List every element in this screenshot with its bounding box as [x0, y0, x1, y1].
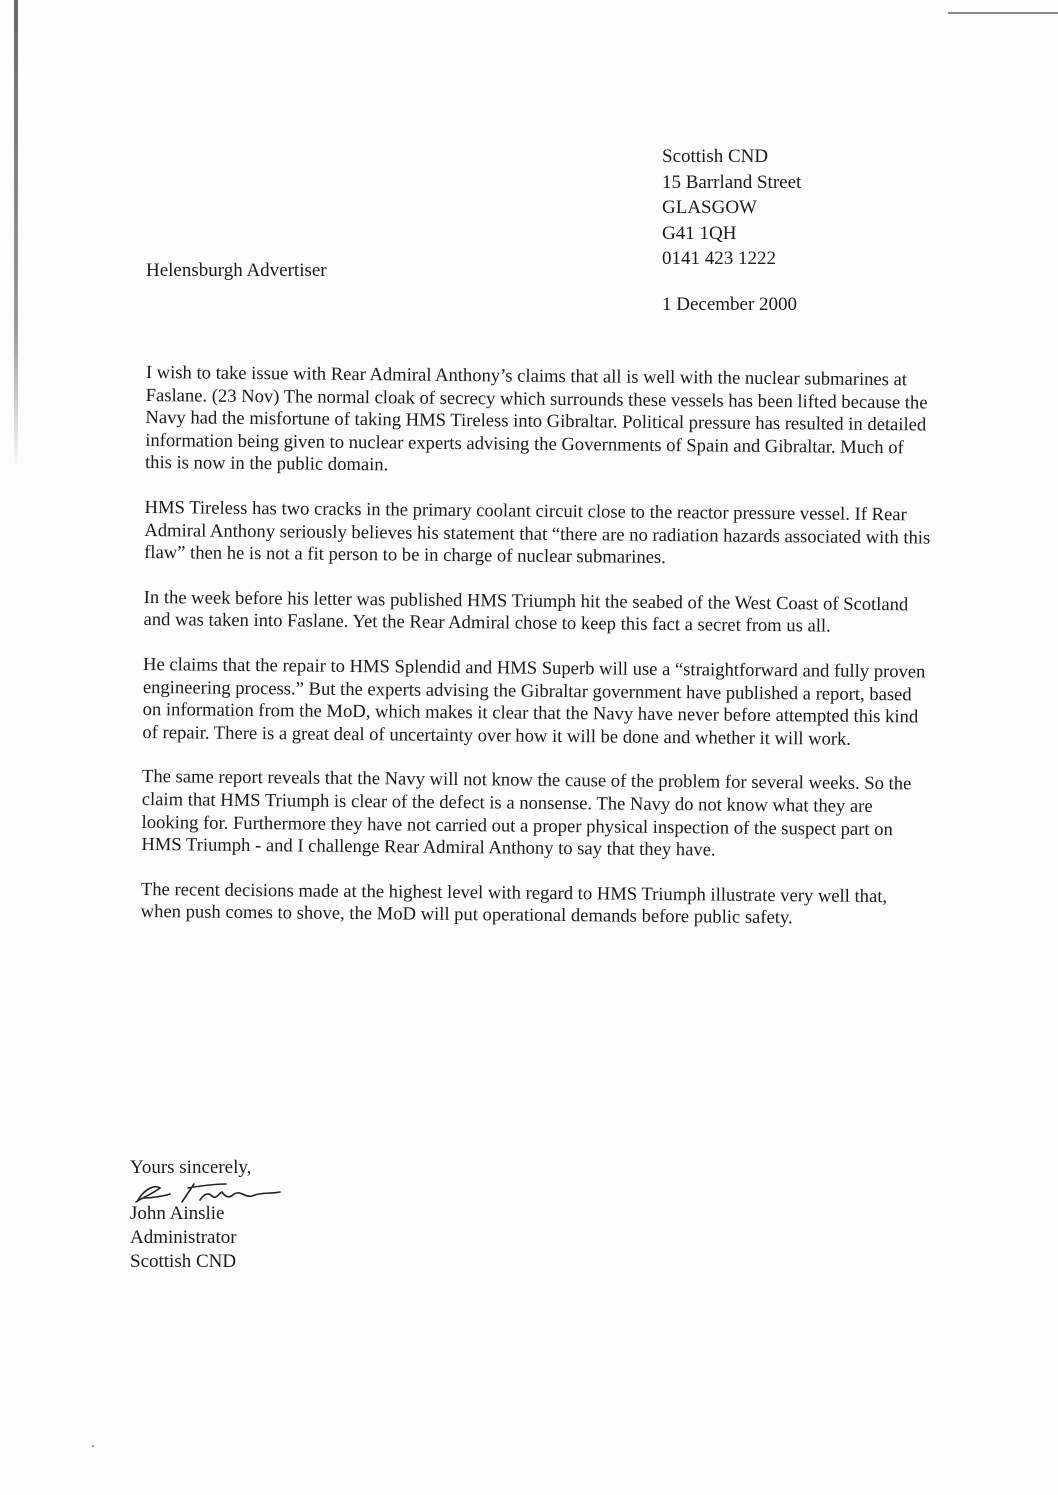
sender-organisation: Scottish CND — [662, 146, 769, 167]
sender-postcode: G41 1QH — [662, 222, 737, 244]
sender-phone: 0141 423 1222 — [662, 248, 776, 269]
signatory-name: John Ainslie — [130, 1203, 225, 1224]
sender-street: 15 Barrland Street — [662, 171, 802, 193]
signatory-organisation: Scottish CND — [130, 1251, 237, 1272]
body-paragraph: HMS Tireless has two cracks in the primary coolant circuit close to the reactor pressure vessel. If Rear Admiral Anthony seriously believes his statement that “there are no radiation hazards associated with this flaw” then he is not a fit person to be in charge of nuclear submarines. — [144, 496, 931, 569]
sender-address — [662, 144, 801, 272]
letter-body — [140, 362, 936, 953]
body-paragraph: The recent decisions made at the highest level with regard to HMS Triumph illustrate very well that, when push comes to shove, the MoD will put operational demands before public safety. — [140, 878, 888, 929]
scan-edge-top — [948, 12, 1058, 14]
sender-city: GLASGOW — [662, 197, 757, 218]
recipient: Helensburgh Advertiser — [146, 260, 327, 281]
scan-speck — [92, 1445, 94, 1447]
body-paragraph: The same report reveals that the Navy will not know the cause of the problem for several weeks. So the claim that HMS Triumph is clear of the defect is a nonsense. The Navy do not know what they are looking for. Furthermore they have not carried out a proper physical inspection of the suspect part on HMS Triumph - and I challenge Rear Admiral Anthony to say that they have. — [141, 766, 912, 861]
letter-date: 1 December 2000 — [662, 294, 798, 315]
body-paragraph: He claims that the repair to HMS Splendid and HMS Superb will use a “straightforward and fully proven engineering process.” But the experts advising the Gibraltar government have published a report, based on information from the MoD, which makes it clear that the Navy have never before attempted this kind of repair. There is a great deal of uncertainty over how it will be done and whether it will work. — [142, 653, 926, 750]
body-paragraph: In the week before his letter was published HMS Triumph hit the seabed of the West Coast of Scotland and was taken into Faslane. Yet the Rear Admiral chose to keep this fact a secret from us all. — [143, 586, 909, 637]
signoff — [130, 1156, 290, 1274]
signatory-title: Administrator — [130, 1227, 237, 1248]
closing: Yours sincerely, — [130, 1157, 252, 1178]
scan-edge-left — [14, 0, 18, 470]
body-paragraph: I wish to take issue with Rear Admiral Anthony’s claims that all is well with the nuclear submarines at Faslane. (23 Nov) The normal cloak of secrecy which surrounds these vessels has been lifted because the Navy had the misfortune of taking HMS Tireless into Gibraltar. Political pressure has resulted in detailed information being given to nuclear experts advising the Governments of Spain and Gibraltar. Much of this is now in the public domain. — [144, 362, 928, 476]
